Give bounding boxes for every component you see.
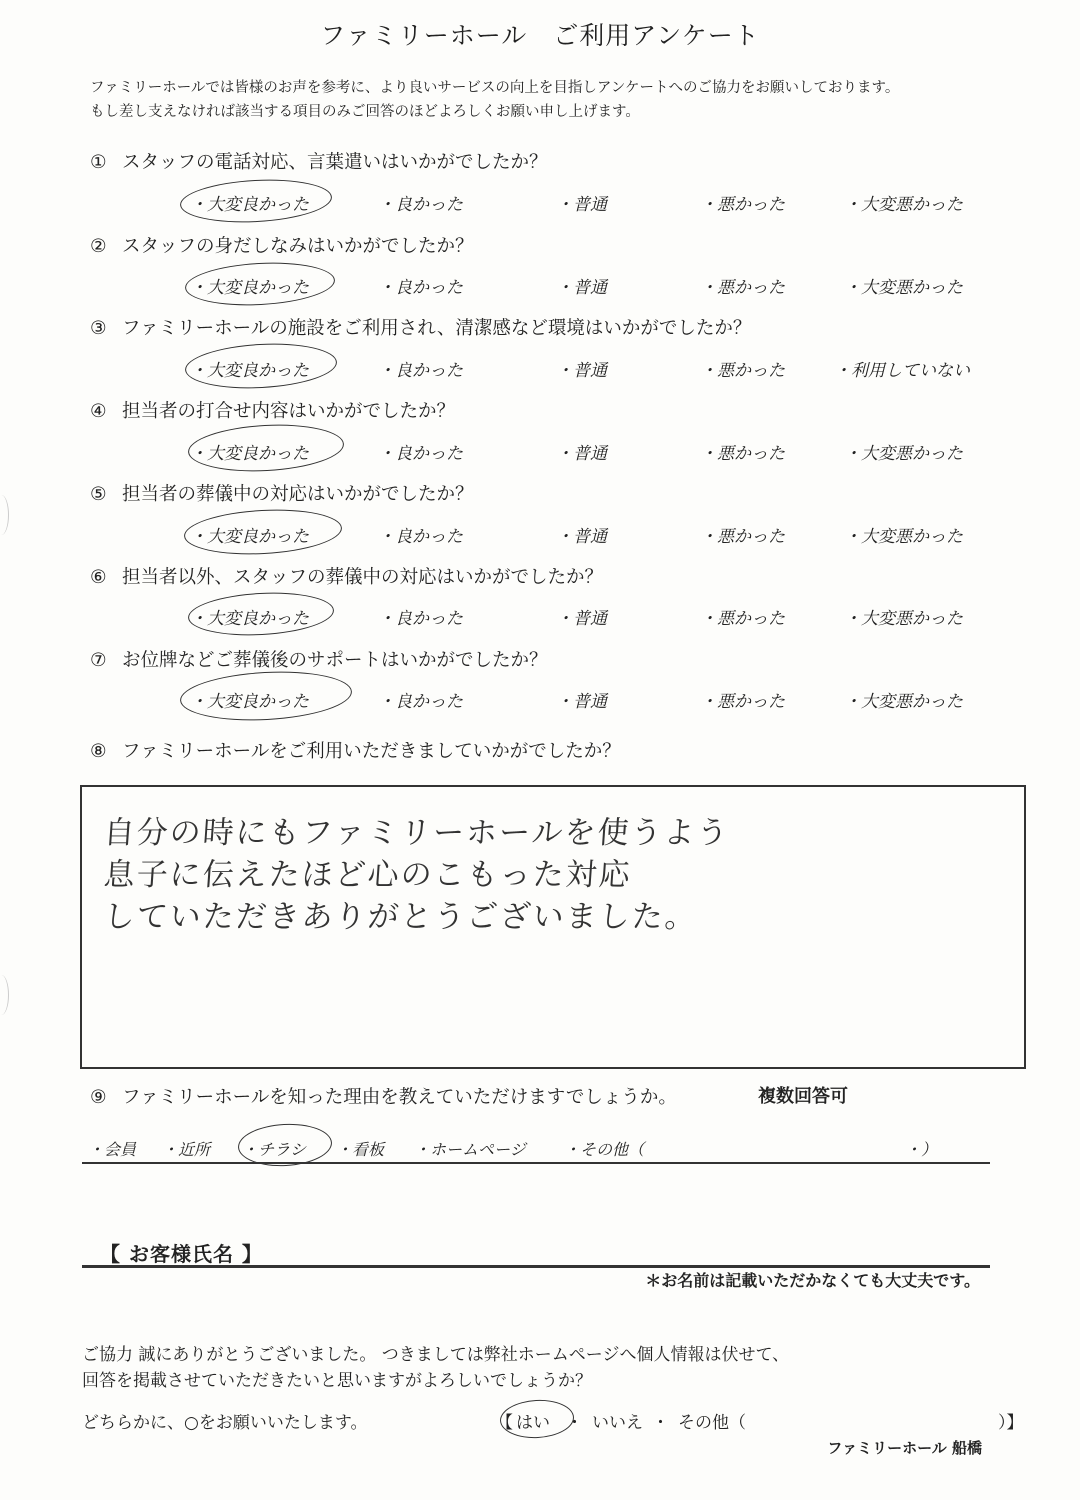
selection-circle xyxy=(499,1398,575,1440)
option-bad[interactable]: ・ 悪かった xyxy=(700,273,785,298)
multiple-answers-note: 複数回答可 xyxy=(758,1086,848,1107)
selection-circle xyxy=(187,421,345,475)
question-7 xyxy=(90,646,548,672)
handwritten-line-2: 息子に伝えたほど心のこもった対応 xyxy=(102,857,634,893)
selection-circle xyxy=(183,506,343,558)
name-optional-note: ＊お名前は記載いただかなくても大丈夫です。 xyxy=(645,1271,980,1290)
question-text: 担当者の打合せ内容はいかがでしたか？ xyxy=(122,401,456,422)
question-number: ⑥ xyxy=(90,567,107,588)
option-average[interactable]: ・ 普通 xyxy=(556,190,607,215)
option-bad[interactable]: ・ 悪かった xyxy=(700,190,785,215)
question-5 xyxy=(90,480,474,506)
question-1 xyxy=(90,148,548,174)
option-very-bad[interactable]: ・ 大変悪かった xyxy=(844,604,963,629)
source-option-other[interactable]: ・ その他（ xyxy=(564,1137,644,1160)
option-very-good[interactable]: ・ 大変良かった xyxy=(190,273,309,298)
option-average[interactable]: ・ 普通 xyxy=(556,687,607,712)
option-very-bad[interactable]: ・ 大変悪かった xyxy=(844,439,963,464)
question-text: スタッフの電話対応、言葉遣いはいかがでしたか？ xyxy=(122,152,548,173)
option-bad[interactable]: ・ 悪かった xyxy=(700,687,785,712)
option-bad[interactable]: ・ 悪かった xyxy=(700,356,785,381)
option-very-bad[interactable]: ・ 大変悪かった xyxy=(844,687,963,712)
question-text: お位牌などご葬儀後のサポートはいかがでしたか？ xyxy=(122,650,548,671)
option-good[interactable]: ・ 良かった xyxy=(378,356,463,381)
option-average[interactable]: ・ 普通 xyxy=(556,273,607,298)
question-text: 担当者以外、スタッフの葬儀中の対応はいかがでしたか？ xyxy=(122,567,604,588)
option-very-good[interactable]: ・ 大変良かった xyxy=(190,687,309,712)
option-average[interactable]: ・ 普通 xyxy=(556,356,607,381)
question-number: ④ xyxy=(90,401,107,422)
source-other-close-paren: ・ ） xyxy=(905,1137,937,1160)
consent-prompt: どちらかに、○をお願いいたします。 xyxy=(82,1413,368,1433)
option-bad[interactable]: ・ 悪かった xyxy=(700,522,785,547)
question-6 xyxy=(90,563,603,589)
question-2 xyxy=(90,232,474,258)
question-text: ファミリーホールの施設をご利用され、清潔感など環境はいかがでしたか？ xyxy=(122,318,752,339)
intro-line-1: ファミリーホールでは皆様のお声を参考に、より良いサービスの向上を目指しアンケートへのご協力をお願いしております。 xyxy=(90,80,900,96)
option-good[interactable]: ・ 良かった xyxy=(378,439,463,464)
option-average[interactable]: ・ 普通 xyxy=(556,439,607,464)
option-good[interactable]: ・ 良かった xyxy=(378,522,463,547)
question-text: ファミリーホールを知った理由を教えていただけますでしょうか。 xyxy=(122,1087,677,1108)
question-8 xyxy=(90,737,621,763)
consent-separator: ・ xyxy=(652,1413,669,1433)
consent-yes[interactable]: はい xyxy=(516,1413,550,1433)
option-good[interactable]: ・ 良かった xyxy=(378,273,463,298)
consent-separator: ・ xyxy=(566,1413,583,1433)
option-very-bad[interactable]: ・ 大変悪かった xyxy=(844,522,963,547)
option-very-good[interactable]: ・ 大変良かった xyxy=(190,439,309,464)
question-number: ⑦ xyxy=(90,650,107,671)
option-very-good[interactable]: ・ 大変良かった xyxy=(190,604,309,629)
handwritten-line-1: 自分の時にもファミリーホールを使うよう xyxy=(102,815,731,851)
scan-edge-mark xyxy=(0,975,9,1015)
divider xyxy=(82,1162,990,1164)
question-text: スタッフの身だしなみはいかがでしたか？ xyxy=(122,236,474,257)
option-very-good[interactable]: ・ 大変良かった xyxy=(190,190,309,215)
question-text: ファミリーホールをご利用いただきましていかがでしたか？ xyxy=(122,741,621,762)
selection-circle xyxy=(187,589,335,639)
consent-close-bracket: ）】 xyxy=(998,1413,1024,1433)
option-very-good[interactable]: ・ 大変良かった xyxy=(190,522,309,547)
free-answer-box[interactable] xyxy=(80,785,1026,1069)
consent-open-bracket: 【 xyxy=(496,1413,513,1433)
consent-no[interactable]: いいえ xyxy=(592,1413,643,1433)
question-3 xyxy=(90,314,751,340)
selection-circle xyxy=(179,176,333,226)
question-4 xyxy=(90,397,455,423)
option-good[interactable]: ・ 良かった xyxy=(378,190,463,215)
question-number: ⑨ xyxy=(90,1087,107,1108)
option-bad[interactable]: ・ 悪かった xyxy=(700,604,785,629)
option-good[interactable]: ・ 良かった xyxy=(378,687,463,712)
question-number: ⑧ xyxy=(90,741,107,762)
source-option-member[interactable]: ・ 会員 xyxy=(88,1137,136,1160)
option-very-bad[interactable]: ・ 大変悪かった xyxy=(844,190,963,215)
option-very-bad[interactable]: ・ 大変悪かった xyxy=(844,273,963,298)
option-average[interactable]: ・ 普通 xyxy=(556,522,607,547)
closing-line-1: ご協力 誠にありがとうございました。 つきましては弊社ホームページへ個人情報は伏せて、 xyxy=(82,1345,790,1365)
source-option-homepage[interactable]: ・ ホームページ xyxy=(414,1137,526,1160)
source-option-nearby[interactable]: ・ 近所 xyxy=(162,1137,210,1160)
question-number: ① xyxy=(90,152,107,173)
scan-edge-mark xyxy=(0,495,9,535)
page-title: ファミリーホール ご利用アンケート xyxy=(320,21,760,50)
question-number: ⑤ xyxy=(90,484,107,505)
source-option-signboard[interactable]: ・ 看板 xyxy=(336,1137,384,1160)
question-9 xyxy=(90,1083,677,1109)
intro-line-2: もし差し支えなければ該当する項目のみご回答のほどよろしくお願い申し上げます。 xyxy=(90,104,640,120)
selection-circle xyxy=(179,668,353,725)
question-number: ③ xyxy=(90,318,107,339)
option-good[interactable]: ・ 良かった xyxy=(378,604,463,629)
option-very-good[interactable]: ・ 大変良かった xyxy=(190,356,309,381)
source-option-flyer[interactable]: ・ チラシ xyxy=(242,1137,306,1160)
handwritten-line-3: していただきありがとうございました。 xyxy=(102,899,700,935)
option-bad[interactable]: ・ 悪かった xyxy=(700,439,785,464)
question-number: ② xyxy=(90,236,107,257)
closing-line-2: 回答を掲載させていただきたいと思いますがよろしいでしょうか？ xyxy=(82,1371,592,1391)
selection-circle xyxy=(184,340,338,392)
option-not-used[interactable]: ・ 利用していない xyxy=(834,356,970,381)
question-text: 担当者の葬儀中の対応はいかがでしたか？ xyxy=(122,484,474,505)
customer-name-heading: 【 お客様氏名 】 xyxy=(100,1242,263,1266)
option-average[interactable]: ・ 普通 xyxy=(556,604,607,629)
selection-circle xyxy=(184,259,336,309)
consent-other[interactable]: その他（ xyxy=(678,1413,746,1433)
store-name: ファミリーホール 船橋 xyxy=(827,1439,982,1457)
